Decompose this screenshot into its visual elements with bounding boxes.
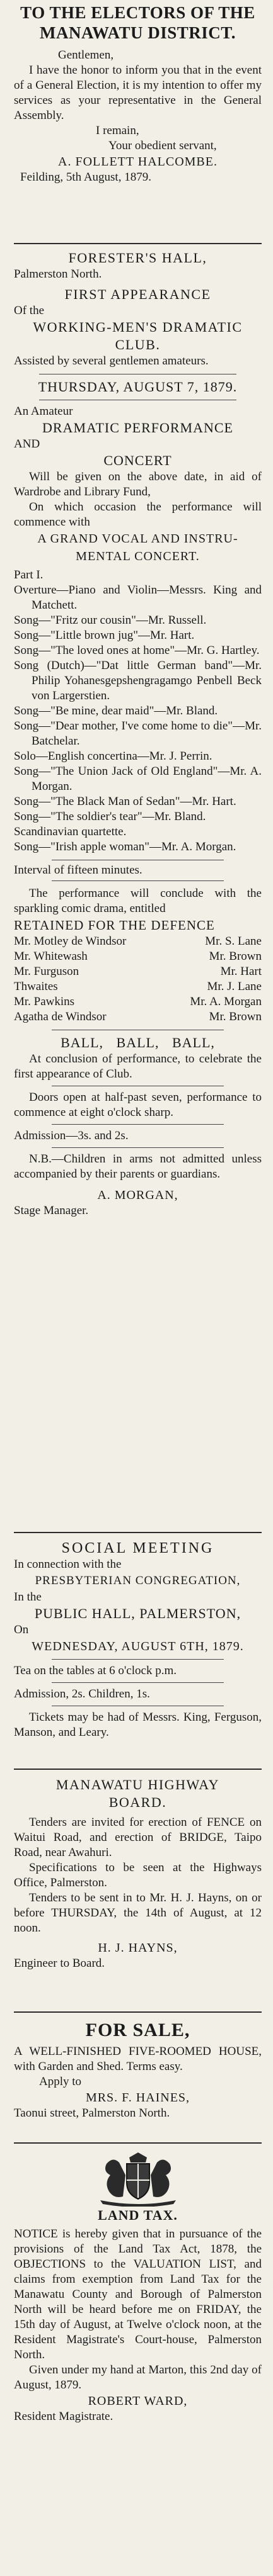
electors-notice bbox=[0, 3, 273, 185]
landtax-notice-text: NOTICE is hereby given that in pursuance of the provisions of the Land Tax Act, 1878, the OBJECTIONS to the VALUATION LIST, and claims from exemption from Land Tax for the Manawatu County and Borough of Palmerston North will be heard before me on FRIDAY, the 15th day of August, at Twelve o'clock noon, at the Resident Magistrate's Court-house, Palmerston North. bbox=[14, 2227, 262, 2361]
list-item: Song—"Dear mother, I've come home to die"—Mr. Batchelar. bbox=[14, 719, 262, 748]
cast-actor: Mr. J. Lane bbox=[207, 980, 262, 993]
electors-heading-1: TO THE ELECTORS OF THE bbox=[20, 3, 255, 22]
foresters-title-4: CLUB. bbox=[115, 337, 161, 352]
social-in-the: In the bbox=[14, 1590, 42, 1604]
electors-signature: A. FOLLETT HALCOMBE. bbox=[58, 155, 218, 169]
foresters-ball-text: At conclusion of performance, to celebrate the first appearance of Club. bbox=[14, 1052, 262, 1081]
divider bbox=[14, 1532, 262, 1533]
sale-address: Taonui street, Palmerston North. bbox=[14, 2106, 170, 2120]
table-row bbox=[14, 1010, 262, 1025]
foresters-title-1: FIRST APPEARANCE bbox=[64, 286, 211, 302]
list-item: Song—"The loved ones at home"—Mr. G. Hartley. bbox=[14, 644, 260, 657]
foresters-conclude: The performance will conclude with the sparkling comic drama, entitled bbox=[14, 887, 262, 915]
list-item: Solo—English concertina—Mr. J. Perrin. bbox=[14, 750, 212, 763]
crest-graphic bbox=[75, 2150, 201, 2207]
cast-actor: Mr. S. Lane bbox=[205, 935, 262, 948]
table-row bbox=[14, 979, 262, 994]
sale-name: MRS. F. HAINES, bbox=[85, 2091, 190, 2105]
cast-role: Mr. Furguson bbox=[14, 965, 79, 978]
royal-coat-of-arms-icon bbox=[14, 2150, 262, 2207]
table-row bbox=[14, 994, 262, 1010]
list-item: Song—"The soldier's tear"—Mr. Bland. bbox=[14, 810, 206, 823]
foresters-nb: N.B.—Children in arms not admitted unless accompanied by their parents or guardians. bbox=[14, 1152, 262, 1181]
land-tax-notice bbox=[0, 2146, 273, 2424]
divider bbox=[52, 880, 224, 881]
foresters-given: Will be given on the above date, in aid of Wardrobe and Library Fund, bbox=[14, 470, 262, 498]
social-title: SOCIAL MEETING bbox=[61, 1540, 214, 1556]
divider bbox=[52, 1147, 224, 1148]
foresters-drama: RETAINED FOR THE DEFENCE bbox=[14, 918, 215, 933]
foresters-ball: BALL, BALL, BALL, bbox=[61, 1035, 215, 1050]
highway-signature: H. J. HAYNS, bbox=[98, 1941, 178, 1955]
electors-closing-2: Your obedient servant, bbox=[108, 139, 217, 152]
electors-dateline: Feilding, 5th August, 1879. bbox=[20, 171, 151, 184]
foresters-occasion: On which occasion the performance will commence with bbox=[14, 500, 262, 529]
social-tickets: Tickets may be had of Messrs. King, Ferguson, Manson, and Leary. bbox=[14, 1711, 262, 1739]
foresters-grand-2: MENTAL CONCERT. bbox=[76, 549, 200, 563]
list-item: Scandinavian quartette. bbox=[14, 825, 127, 838]
cast-actor: Mr. Hart bbox=[220, 965, 262, 978]
social-date: WEDNESDAY, AUGUST 6TH, 1879. bbox=[32, 1640, 244, 1653]
foresters-place: Palmerston North. bbox=[14, 267, 102, 281]
programme-list bbox=[14, 583, 262, 855]
landtax-given: Given under my hand at Marton, this 2nd day of August, 1879. bbox=[14, 2363, 262, 2392]
list-item: Song—"Be mine, dear maid"—Mr. Bland. bbox=[14, 704, 218, 717]
foresters-signature: A. MORGAN, bbox=[97, 1188, 178, 1202]
highway-specs: Specifications to be seen at the Highways Office, Palmerston. bbox=[14, 1861, 262, 1889]
social-on: On bbox=[14, 1623, 29, 1636]
divider bbox=[14, 1769, 262, 1770]
divider bbox=[14, 243, 262, 244]
electors-salutation: Gentlemen, bbox=[58, 48, 114, 62]
social-hall: PUBLIC HALL, PALMERSTON, bbox=[34, 1606, 241, 1621]
foresters-doors: Doors open at half-past seven, performance to commence at eight o'clock sharp. bbox=[14, 1091, 262, 1119]
landtax-role: Resident Magistrate. bbox=[14, 2410, 113, 2423]
foresters-assisted: Assisted by several gentlemen amateurs. bbox=[14, 354, 209, 368]
for-sale-advert bbox=[0, 2019, 273, 2121]
social-meeting-advert bbox=[0, 1539, 273, 1740]
list-item: Song (Dutch)—"Dat little German band"—Mr. Philip Yohanesgepshengragamgo Penbell Beck von Largerstien. bbox=[14, 659, 262, 702]
sale-title: FOR SALE, bbox=[85, 2020, 190, 2040]
divider bbox=[52, 1659, 224, 1660]
electors-body: I have the honor to inform you that in the event of a General Election, it is my intention to offer my services as your representative in the General Assembly. bbox=[14, 64, 262, 122]
foresters-grand-1: A GRAND VOCAL AND INSTRU- bbox=[37, 532, 238, 546]
social-connection: In connection with the bbox=[14, 1558, 122, 1571]
foresters-admission: Admission—3s. and 2s. bbox=[14, 1129, 129, 1142]
highway-title-1: MANAWATU HIGHWAY bbox=[55, 1777, 220, 1792]
list-item: Overture—Piano and Violin—Messrs. King and Matchett. bbox=[14, 583, 262, 612]
highway-role: Engineer to Board. bbox=[14, 1957, 105, 1970]
list-item: Song—"The Black Man of Sedan"—Mr. Hart. bbox=[14, 795, 236, 808]
divider bbox=[52, 1124, 224, 1125]
electors-closing-1: I remain, bbox=[96, 124, 139, 137]
table-row bbox=[14, 964, 262, 979]
foresters-date: THURSDAY, AUGUST 7, 1879. bbox=[38, 379, 238, 395]
foresters-part: Part I. bbox=[14, 568, 44, 582]
divider bbox=[14, 2142, 262, 2144]
social-tea: Tea on the tables at 6 o'clock p.m. bbox=[14, 1664, 177, 1677]
foresters-interval: Interval of fifteen minutes. bbox=[14, 863, 142, 877]
divider bbox=[14, 2011, 262, 2013]
list-item: Song—"Fritz our cousin"—Mr. Russell. bbox=[14, 614, 207, 627]
landtax-title: LAND TAX. bbox=[98, 2207, 178, 2223]
electors-heading-2: MANAWATU DISTRICT. bbox=[39, 23, 236, 42]
foresters-title-2: Of the bbox=[14, 304, 45, 317]
cast-role: Mr. Whitewash bbox=[14, 950, 88, 963]
foresters-title-3: WORKING-MEN'S DRAMATIC bbox=[33, 319, 243, 335]
highway-board-advert bbox=[0, 1776, 273, 1971]
cast-role: Mr. Motley de Windsor bbox=[14, 935, 127, 948]
highway-title-2: BOARD. bbox=[108, 1794, 167, 1810]
foresters-title-block bbox=[14, 286, 262, 354]
foresters-and: AND bbox=[14, 437, 40, 451]
foresters-hall-name: FORESTER'S HALL, bbox=[68, 250, 207, 266]
foresters-concert: CONCERT bbox=[103, 453, 172, 468]
cast-actor: Mr. Brown bbox=[209, 1010, 262, 1023]
table-row bbox=[14, 934, 262, 949]
foresters-role: Stage Manager. bbox=[14, 1204, 89, 1217]
divider bbox=[52, 1682, 224, 1683]
foresters-performance: DRAMATIC PERFORMANCE bbox=[42, 420, 233, 436]
list-item: Song—"Irish apple woman"—Mr. A. Morgan. bbox=[14, 840, 236, 853]
sale-apply: Apply to bbox=[39, 2075, 82, 2088]
list-item: Song—"The Union Jack of Old England"—Mr. A. Morgan. bbox=[14, 765, 262, 793]
cast-role: Mr. Pawkins bbox=[14, 995, 75, 1008]
cast-role: Thwaites bbox=[14, 980, 58, 993]
foresters-an-amateur: An Amateur bbox=[14, 405, 73, 418]
highway-tenders: Tenders are invited for erection of FENCE on Waitui Road, and erection of BRIDGE, Taipo Road, near Awahuri. bbox=[14, 1816, 262, 1859]
landtax-signature: ROBERT WARD, bbox=[88, 2394, 188, 2408]
sale-text: A WELL-FINISHED FIVE-ROOMED HOUSE, with Garden and Shed. Terms easy. bbox=[14, 2045, 262, 2073]
foresters-hall-advert bbox=[0, 249, 273, 1218]
table-row bbox=[14, 949, 262, 964]
highway-send: Tenders to be sent in to Mr. H. J. Hayns, on or before THURSDAY, the 14th of August, at 12 noon. bbox=[14, 1891, 262, 1935]
cast-list bbox=[14, 934, 262, 1025]
cast-role: Agatha de Windsor bbox=[14, 1010, 107, 1023]
cast-actor: Mr. A. Morgan bbox=[190, 995, 262, 1008]
social-congregation: PRESBYTERIAN CONGREGATION, bbox=[35, 1574, 241, 1587]
list-item: Song—"Little brown jug"—Mr. Hart. bbox=[14, 629, 195, 642]
social-admission: Admission, 2s. Children, 1s. bbox=[14, 1687, 150, 1701]
cast-actor: Mr. Brown bbox=[209, 950, 262, 963]
